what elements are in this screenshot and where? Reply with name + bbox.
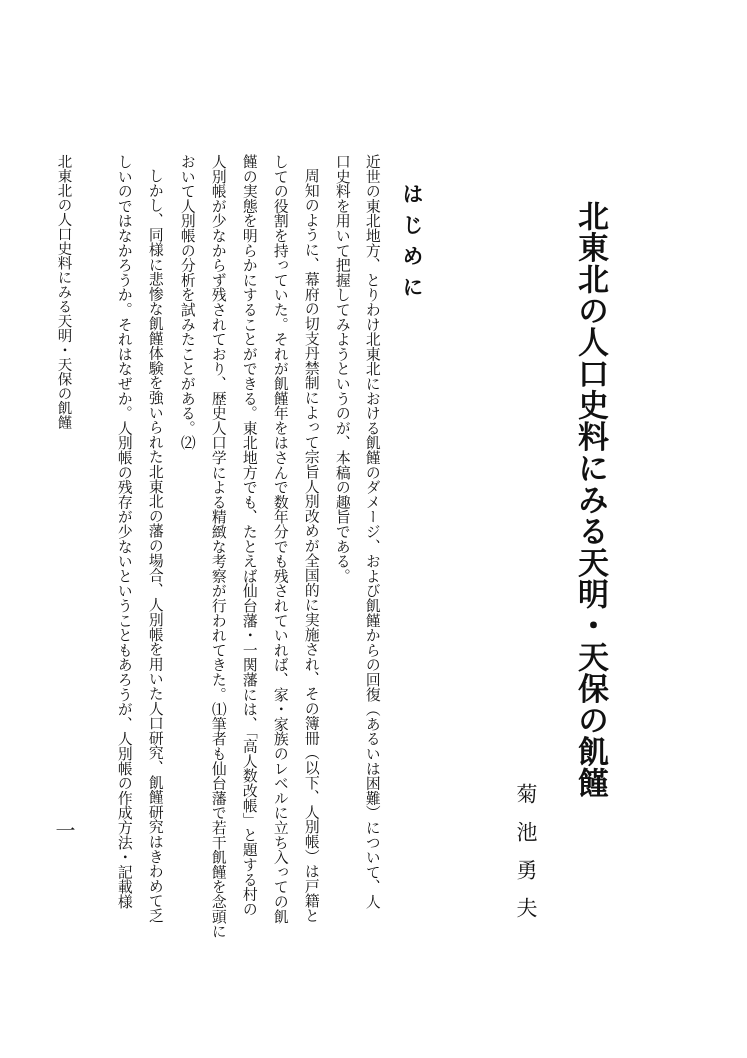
body-line-3: 周知のように、幕府の切支丹禁制によって宗旨人別改めが全国的に実施され、その簿冊（以下、人別帳）は戸籍と [302, 168, 320, 923]
body-line-2: 口史料を用いて把握してみようというのが、本稿の趣旨である。 [333, 154, 351, 584]
author-name: 菊池勇夫 [514, 783, 538, 935]
article-title: 北東北の人口史料にみる天明・天保の飢饉 [572, 200, 608, 799]
body-line-6: 人別帳が少なからず残されており、歴史人口学による精緻な考察が行われてきた。⑴筆者も仙台藩で若干飢饉を念頭に [209, 154, 227, 939]
section-heading: はじめに [400, 183, 424, 307]
page-number: 一 [52, 820, 76, 840]
body-line-1: 近世の東北地方、とりわけ北東北における飢饉のダメージ、および飢饉からの回復（あるいは困難）について、人 [363, 154, 381, 909]
body-line-9: しいのではなかろうか。それはなぜか。人別帳の残存が少ないということもあろうが、人別帳の作成方法・記載様 [115, 154, 133, 909]
running-header: 北東北の人口史料にみる天明・天保の飢饉 [55, 154, 72, 430]
body-line-4: しての役割を持っていた。それが飢饉年をはさんで数年分でも残されていれば、家・家族のレベルに立ち入っての飢 [271, 154, 289, 924]
body-line-5: 饉の実態を明らかにすることができる。東北地方でも、たとえば仙台藩・一関藩には、「高人数改帳」と題する村の [240, 154, 258, 917]
body-line-7: おいて人別帳の分析を試みたことがある。⑵ [178, 154, 196, 450]
body-line-8: しかし、同様に悲惨な飢饉体験を強いられた北東北の藩の場合、人別帳を用いた人口研究、飢饉研究はきわめて乏 [146, 168, 164, 923]
